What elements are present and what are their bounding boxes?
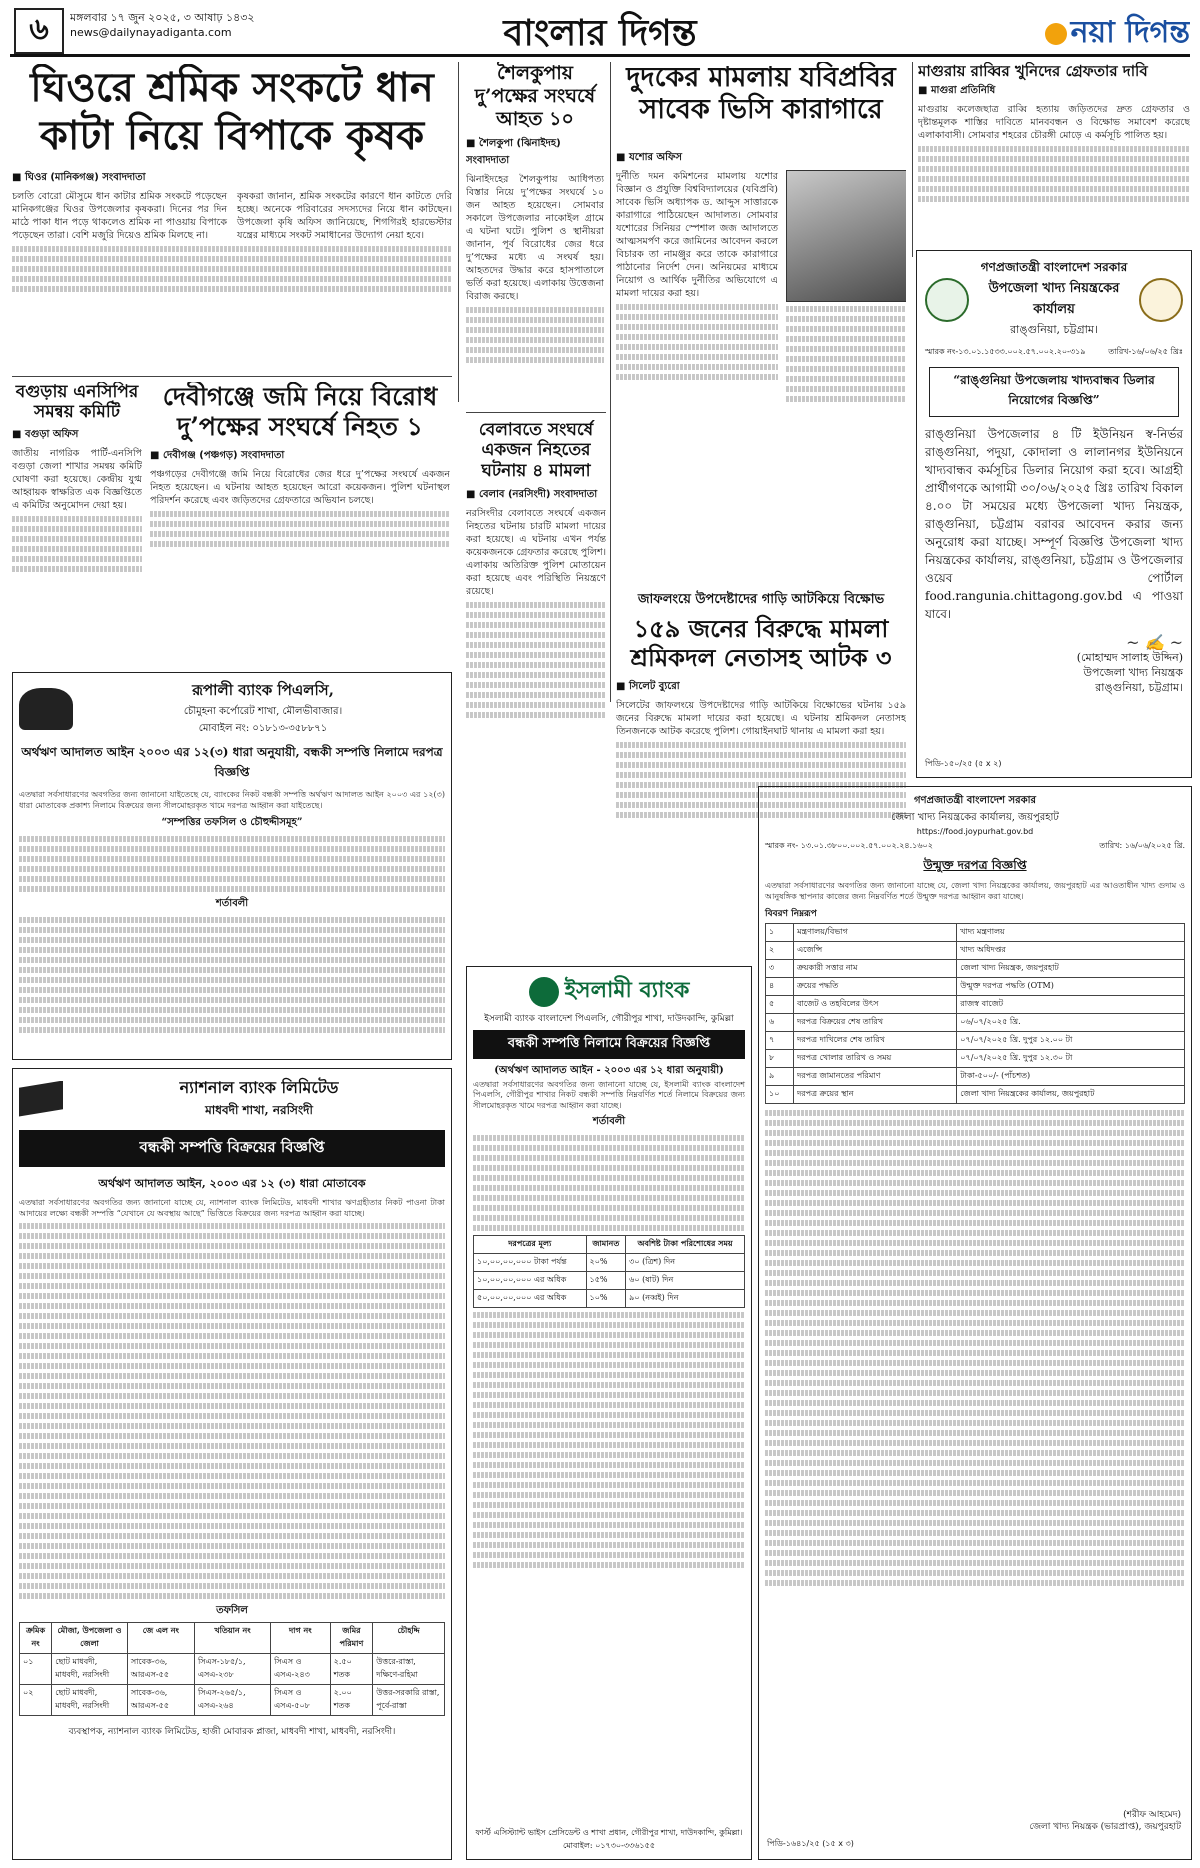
debiganj-byline: ■ দেবীগঞ্জ (পঞ্চগড়) সংবাদদাতা xyxy=(150,448,450,465)
table-header-cell: দরপত্রের মূল্য xyxy=(474,1236,587,1254)
table-row xyxy=(20,1685,445,1716)
table-header-cell: দাগ নং xyxy=(271,1623,331,1654)
table-cell: উন্মুক্ত দরপত্র পদ্ধতি (OTM) xyxy=(957,978,1185,996)
govt-emblem-icon xyxy=(925,278,969,322)
debiganj-headline: দেবীগঞ্জে জমি নিয়ে বিরোধ দু’পক্ষের সংঘর্ষে নিহত ১ xyxy=(162,382,438,441)
jp-title: উন্মুক্ত দরপত্র বিজ্ঞপ্তি xyxy=(923,858,1027,872)
table-cell: খাদ্য অধিদপ্তর xyxy=(957,942,1185,960)
column-divider xyxy=(912,62,913,257)
table-cell: ১৫% xyxy=(586,1272,626,1290)
table-cell: ৯ xyxy=(766,1068,794,1086)
shoilkupa-headline: শৈলকুপায় দু’পক্ষের সংঘর্ষে আহত ১০ xyxy=(474,62,596,130)
row-divider xyxy=(12,376,452,377)
rupali-bank-notice xyxy=(12,672,452,1060)
table-cell: এজেন্সি xyxy=(794,942,957,960)
table-header-cell: জে এল নং xyxy=(127,1623,194,1654)
belabo-headline: বেলাবতে সংঘর্ষে একজন নিহতের ঘটনায় ৪ মামলা xyxy=(478,420,594,481)
lead-story-headline-box xyxy=(12,64,452,164)
tree-logo-icon xyxy=(19,688,73,730)
table-header-cell: অবশিষ্ট টাকা পরিশোধের সময় xyxy=(626,1236,745,1254)
table-cell: ৫০,০০,০০,০০০ এর অধিক xyxy=(474,1290,587,1308)
bogura-byline: ■ বগুড়া অফিস xyxy=(12,427,142,444)
table-cell: দরপত্র দাখিলের শেষ তারিখ xyxy=(794,1032,957,1050)
table-cell: সাবেক-৩৬, আরএস-৫৫ xyxy=(127,1685,194,1716)
table-cell: ৩০ (ত্রিশ) দিন xyxy=(626,1254,745,1272)
table-row xyxy=(766,942,1185,960)
jp-office: জেলা খাদ্য নিয়ন্ত্রকের কার্যালয়, জয়পুরহাট xyxy=(891,812,1059,823)
islami-title: বন্ধকী সম্পত্তি নিলামে বিক্রয়ের বিজ্ঞপ্তি xyxy=(473,1030,745,1059)
table-header-cell: জামানত xyxy=(586,1236,626,1254)
table-row xyxy=(766,1014,1185,1032)
national-bank-notice xyxy=(12,1068,452,1860)
national-bank-name: ন্যাশনাল ব্যাংক লিমিটেড xyxy=(179,1078,339,1097)
row-divider xyxy=(466,412,606,413)
table-cell: ১০% xyxy=(586,1290,626,1308)
shromik-kicker: জাফলংয়ে উপদেষ্টাদের গাড়ি আটকিয়ে বিক্ষোভ xyxy=(637,592,885,607)
shromik-byline: ■ সিলেট ব্যুরো xyxy=(616,679,906,696)
lead-story-body xyxy=(12,170,452,370)
table-cell: ১ xyxy=(766,924,794,942)
table-row xyxy=(766,1050,1185,1068)
table-cell: ছোট মাধবদী, মাধবদী, নরসিংদী xyxy=(52,1654,128,1685)
national-schedule-table xyxy=(19,1622,445,1716)
table-cell: মন্ত্রণালয়/বিভাগ xyxy=(794,924,957,942)
national-footer: ব্যবস্থাপক, ন্যাশনাল ব্যাংক লিমিটেড, হাজী মোবারক প্লাজা, মাধবদী শাখা, মাধবদী, নরসিংদী। xyxy=(68,1727,396,1737)
islami-body: এতদ্বারা সর্বসাধারণের অবগতির জন্য জানানো যাচ্ছে যে, ইসলামী ব্যাংক বাংলাদেশ পিএলসি, গৌরীপুর শাখার নিকট বন্ধকী সম্পত্তি নিম্নবর্ণিত শর্তে নিলামে বিক্রয়ের জন্য সীলমোহরকৃত খামে দরপত্র আহ্বান করা যাচ্ছে। xyxy=(473,1079,745,1110)
dudok-byline: ■ যশোর অফিস xyxy=(616,150,906,167)
table-cell: ২.৫০ শতক xyxy=(330,1654,373,1685)
story-bogura xyxy=(12,382,142,662)
islami-bank-logo-icon xyxy=(529,977,559,1007)
table-header-cell: জমির পরিমাণ xyxy=(330,1623,373,1654)
table-cell: দরপত্র জামানতের পরিমাণ xyxy=(794,1068,957,1086)
table-row xyxy=(766,1068,1185,1086)
rupali-body: এতদ্বারা সর্বসাধারণের অবগতির জন্য জানানো যাইতেছে যে, ব্যাংকের নিকট বন্ধকী সম্পত্তি অর্থঋণ আদালত আইন ২০০৩ এর ১২(৩) ধারা মোতাবেক প্রকাশ্য নিলামে বিক্রয়ের জন্য সীলমোহরকৃত খামে দরপত্র আহ্বান করা যাইতেছে। xyxy=(19,790,445,810)
islami-footer: ফার্স্ট এসিস্ট্যান্ট ভাইস প্রেসিডেন্ট ও শাখা প্রধান, গৌরীপুর শাখা, দাউদকান্দি, কুমিল্লা। মোবাইল: ০১৭৩০-৩৩৬১৫৫ xyxy=(475,1828,743,1850)
lead-body-col1: চলতি বোরো মৌসুমে ধান কাটার শ্রমিক সংকটে পড়েছেন মানিকগঞ্জের ঘিওর উপজেলার কৃষকরা। দিনের পর দিন মাঠে পাকা ধান পড়ে থাকলেও শ্রমিক না পাওয়ায় বিপাকে পড়েছেন তারা। বেশি মজুরি দিয়েও শ্রমিক মিলছে না। xyxy=(12,191,227,241)
rupali-phone: মোবাইল নং: ০১৮১৩-৩৫৮৮৭১ xyxy=(198,723,328,734)
shoilkupa-body: ঝিনাইদহের শৈলকুপায় আধিপত্য বিস্তার নিয়ে দু’পক্ষের সংঘর্ষে ১০ জন আহত হয়েছেন। সোমবার সকালে উপজেলার নাকোইল গ্রামে এ ঘটনা ঘটে। পুলিশ ও স্থানীয়রা জানান, পূর্ব বিরোধের জের ধরে দু’পক্ষের মধ্যে এ সংঘর্ষ হয়। আহতদের উদ্ধার করে হাসপাতালে ভর্তি করা হয়েছে। এলাকায় উত্তেজনা বিরাজ করছে। xyxy=(466,174,604,303)
islami-sub: ইসলামী ব্যাংক বাংলাদেশ পিএলসি, গৌরীপুর শাখা, দাউদকান্দি, কুমিল্লা xyxy=(484,1013,734,1024)
newspaper-logo xyxy=(1030,8,1190,48)
table-cell: ০২ xyxy=(20,1685,52,1716)
table-cell: সাবেক-৩৬, আরএস-৫৫ xyxy=(127,1654,194,1685)
table-cell: ক্রয়ের পদ্ধতি xyxy=(794,978,957,996)
food-designation: উপজেলা খাদ্য নিয়ন্ত্রক xyxy=(1083,666,1183,679)
table-cell: দরপত্র ক্রয়ের স্থান xyxy=(794,1086,957,1104)
magura-body: মাগুরায় কলেজছাত্র রাব্বি হত্যায় জড়িতদের দ্রুত গ্রেফতার ও দৃষ্টান্তমূলক শাস্তির দাবিতে মানববন্ধন ও বিক্ষোভ সমাবেশ করেছে এলাকাবাসী। সোমবার শহরের চৌরঙ্গী মোড়ে এ কর্মসূচি পালিত হয়। xyxy=(918,104,1190,141)
story-shoilkupa xyxy=(466,62,604,412)
bogura-headline: বগুড়ায় এনসিপির সমন্বয় কমিটি xyxy=(15,382,139,423)
table-cell: ক্রয়কারী সত্তার নাম xyxy=(794,960,957,978)
lead-byline: ■ ঘিওর (মানিকগঞ্জ) সংবাদদাতা xyxy=(12,170,452,187)
page-meta xyxy=(70,10,330,40)
table-cell: সিএস-২৬৫/১, এসএ-২৬৪ xyxy=(194,1685,270,1716)
rupali-bank-name: রূপালী ব্যাংক পিএলসি, xyxy=(192,681,334,699)
debiganj-body: পঞ্চগড়ের দেবীগঞ্জে জমি নিয়ে বিরোধের জের ধরে দু’পক্ষের সংঘর্ষে একজন নিহত হয়েছেন। এ ঘটনায় আহত হয়েছেন আরো কয়েকজন। পুলিশ ঘটনাস্থল পরিদর্শন করেছে এবং জড়িতদের গ্রেফতারে অভিযান চলছে। xyxy=(150,469,450,506)
column-divider xyxy=(610,62,611,702)
table-row xyxy=(766,1032,1185,1050)
food-place: রাঙ্গুনিয়া, চট্টগ্রাম। xyxy=(1010,323,1098,336)
section-title: বাংলার দিগন্ত xyxy=(503,12,697,54)
issue-date: মঙ্গলবার ১৭ জুন ২০২৫, ৩ আষাঢ় ১৪৩২ xyxy=(70,11,255,24)
lead-headline: ঘিওরে শ্রমিক সংকটে ধান কাটা নিয়ে বিপাকে কৃষক xyxy=(30,64,434,159)
table-cell: ২.০০ শতক xyxy=(330,1685,373,1716)
table-cell: ২ xyxy=(766,942,794,960)
table-cell: ০১ xyxy=(20,1654,52,1685)
table-cell: ৬০ (ষাট) দিন xyxy=(626,1272,745,1290)
jp-date: তারিখ: ১৬/০৬/২০২৫ খ্রি. xyxy=(1099,841,1185,850)
table-cell: উত্তরে-রাস্তা, দক্ষিণে-রহিমা xyxy=(373,1654,445,1685)
islami-conditions-title: শর্তাবলী xyxy=(592,1116,626,1127)
story-dudok xyxy=(616,150,906,580)
food-signature-block: ~ ✍ ~ (মোহাম্মদ সালাহ উদ্দিন) উপজেলা খাদ্য নিয়ন্ত্রক রাঙ্গুনিয়া, চট্টগ্রাম। xyxy=(925,635,1183,695)
table-row xyxy=(766,924,1185,942)
bogura-body: জাতীয় নাগরিক পার্টি-এনসিপি বগুড়া জেলা শাখার সমন্বয় কমিটি ঘোষণা করা হয়েছে। কেন্দ্রীয় যুগ্ম আহ্বায়ক স্বাক্ষরিত এক বিজ্ঞপ্তিতে এ কমিটির অনুমোদন দেয়া হয়। xyxy=(12,447,142,511)
table-cell: উত্তর-সরকারি রাস্তা, পূর্বে-রাস্তা xyxy=(373,1685,445,1716)
table-cell: খাদ্য মন্ত্রণালয় xyxy=(957,924,1185,942)
table-cell: ৬ xyxy=(766,1014,794,1032)
food-sig-place: রাঙ্গুনিয়া, চট্টগ্রাম। xyxy=(1095,681,1183,694)
jp-website[interactable]: https://food.joypurhat.gov.bd xyxy=(916,827,1034,836)
national-table-title: তফসিল xyxy=(216,1605,248,1616)
story-belabo xyxy=(466,420,606,980)
food-pid: পিডি-১৫০/২৫ (৫ x ২) xyxy=(925,759,1002,768)
rupali-schedule-title: “সম্পত্তির তফসিল ও চৌহুদ্দীসমূহ” xyxy=(161,817,303,828)
belabo-body: নরসিংদীর বেলাবতে সংঘর্ষে একজন নিহতের ঘটনায় চারটি মামলা দায়ের করা হয়েছে। এ ঘটনায় এখন পর্যন্ত কয়েকজনকে গ্রেফতার করেছে পুলিশ। এলাকায় অতিরিক্ত পুলিশ মোতায়েন করা হয়েছে এবং পরিস্থিতি নিয়ন্ত্রণে রয়েছে। xyxy=(466,508,606,598)
jp-signatory: (শরীফ আহমেদ) xyxy=(1123,1810,1181,1820)
national-law: অর্থঋণ আদালত আইন, ২০০৩ এর ১২ (৩) ধারা মোতাবেক xyxy=(98,1177,366,1190)
table-cell: জেলা খাদ্য নিয়ন্ত্রকের কার্যালয়, জয়পুরহাট xyxy=(957,1086,1185,1104)
jp-govt: গণপ্রজাতন্ত্রী বাংলাদেশ সরকার xyxy=(914,795,1036,806)
national-title: বন্ধকী সম্পত্তি বিক্রয়ের বিজ্ঞপ্তি xyxy=(19,1130,445,1167)
table-cell: সিএস ও এসএ-৫০৮ xyxy=(271,1685,331,1716)
jp-memo: স্মারক নং- ১৩.০১.৩৮০০.০০২.৫৭.০০২.২৪.১৬০২ xyxy=(765,841,933,850)
sun-icon xyxy=(1045,23,1067,45)
column-divider xyxy=(458,62,459,402)
shromik-headline: ১৫৯ জনের বিরুদ্ধে মামলা শ্রমিকদল নেতাসহ আটক ৩ xyxy=(630,614,892,672)
food-office: উপজেলা খাদ্য নিয়ন্ত্রকের কার্যালয় xyxy=(988,281,1120,317)
magura-headline: মাগুরায় রাব্বির খুনিদের গ্রেফতার দাবি xyxy=(918,62,1148,80)
dudok-body: দুর্নীতি দমন কমিশনের মামলায় যশোর বিজ্ঞান ও প্রযুক্তি বিশ্ববিদ্যালয়ের (যবিপ্রবি) সাবেক ভিসি অধ্যাপক ড. আব্দুস সাত্তারকে কারাগারে পাঠিয়েছেন আদালত। সোমবার যশোরের সিনিয়র স্পেশাল জজ আদালতে আত্মসমর্পণ করে জামিনের আবেদন করলে বিচারক তা নামঞ্জুর করে তাকে কারাগারে পাঠানোর নির্দেশ দেন। অনিয়মের মাধ্যমে নিয়োগ ও আর্থিক দুর্নীতির অভিযোগে এ মামলা দায়ের করা হয়। xyxy=(616,171,778,299)
food-govt: গণপ্রজাতন্ত্রী বাংলাদেশ সরকার xyxy=(980,260,1128,274)
table-row xyxy=(766,1086,1185,1104)
food-signatory: (মোহাম্মদ সালাহ উদ্দিন) xyxy=(1076,651,1183,664)
jp-table-label: বিবরণ নিম্নরূপ xyxy=(765,909,817,919)
belabo-byline: ■ বেলাব (নরসিংদী) সংবাদদাতা xyxy=(466,487,606,504)
joypurhat-tender-notice xyxy=(758,786,1192,1860)
table-row xyxy=(474,1254,745,1272)
table-header-cell: মৌজা, উপজেলা ও জেলা xyxy=(52,1623,128,1654)
table-cell: ১০,০০,০০,০০০ টাকা পর্যন্ত xyxy=(474,1254,587,1272)
islami-bank-name: ইসলামী ব্যাংক xyxy=(564,977,690,1003)
table-cell: ৮ xyxy=(766,1050,794,1068)
table-row xyxy=(766,978,1185,996)
table-row xyxy=(474,1272,745,1290)
jp-pid: পিডি-১৬৪১/২৫ (১৫ x ৩) xyxy=(767,1839,854,1848)
jp-details-table xyxy=(765,923,1185,1104)
table-row xyxy=(766,960,1185,978)
table-cell: সিএস-১৮৫/১, এসএ-২৩৮ xyxy=(194,1654,270,1685)
dudok-headline: দুদকের মামলায় যবিপ্রবির সাবেক ভিসি কারাগারে xyxy=(626,62,896,126)
food-dept-logo-icon xyxy=(1139,278,1183,322)
table-cell: ৪ xyxy=(766,978,794,996)
table-cell: সিএস ও এসএ-২৪৩ xyxy=(271,1654,331,1685)
table-row xyxy=(474,1290,745,1308)
islami-deposit-table xyxy=(473,1235,745,1308)
contact-email[interactable]: news@dailynayadiganta.com xyxy=(70,26,232,39)
table-cell: রাজস্ব বাজেট xyxy=(957,996,1185,1014)
table-row xyxy=(20,1654,445,1685)
national-body: এতদ্বারা সর্বসাধারণের অবগতির জন্য জানানো যাচ্ছে যে, ন্যাশনাল ব্যাংক লিমিটেড, মাধবদী শাখার ঋণগ্রহীতার নিকট পাওনা টাকা আদায়ের লক্ষ্যে বন্ধকী সম্পত্তি “যেখানে যে অবস্থায় আছে” ভিত্তিতে বিক্রয়ের জন্য দরপত্র আহ্বান করা যাচ্ছে। xyxy=(19,1198,445,1218)
table-cell: ৯০ (নব্বই) দিন xyxy=(626,1290,745,1308)
logo-text: নয়া দিগন্ত xyxy=(1070,15,1190,48)
table-cell: ০৭/০৭/২০২৫ খ্রি. দুপুর ১২.৩০ টা xyxy=(957,1050,1185,1068)
table-header-cell: চৌহদ্দি xyxy=(373,1623,445,1654)
table-cell: ১০,০০,০০,০০০ এর অধিক xyxy=(474,1272,587,1290)
magura-byline: ■ মাগুরা প্রতিনিধি xyxy=(918,83,1190,100)
table-header-cell: খতিয়ান নং xyxy=(194,1623,270,1654)
food-ad-body: রাঙ্গুনিয়া উপজেলার ৪ টি ইউনিয়ন স্ব-নির্ভর রাঙ্গুনিয়া, পদুয়া, কোদালা ও লালানগর ইউনিয়নে খাদ্যবান্ধব কর্মসূচির ডিলার নিয়োগ করা হবে। আগ্রহী প্রার্থীগণকে আগামী ৩০/০৬/২০২৫ খ্রিঃ তারিখ বিকাল ৪.০০ টা সময়ের মধ্যে উপজেলা খাদ্য নিয়ন্ত্রক, রাঙ্গুনিয়া, চট্টগ্রাম বরাবর আবেদন করার জন্য অনুরোধ করা যাচ্ছে। সম্পূর্ণ বিজ্ঞপ্তি উপজেলা খাদ্য নিয়ন্ত্রকের কার্যালয়, রাঙ্গুনিয়া, চট্টগ্রাম ও উপজেলার ওয়েব পোর্টাল food.rangunia.chittagong.gov.bd এ পাওয়া যাবে। xyxy=(925,427,1183,621)
islami-bank-notice xyxy=(466,966,752,1860)
shromik-body: সিলেটের জাফলংয়ে উপদেষ্টাদের গাড়ি আটকিয়ে বিক্ষোভের ঘটনায় ১৫৯ জনের বিরুদ্ধে মামলা দায়ের করা হয়েছে। এ ঘটনায় শ্রমিকদল নেতাসহ তিনজনকে আটক করেছে পুলিশ। গোয়াইনঘাট থানায় এ মামলা করা হয়। xyxy=(616,699,906,737)
table-header-cell: ক্রমিক নং xyxy=(20,1623,52,1654)
former-vc-photo xyxy=(786,170,906,302)
table-cell: দরপত্র খোলার তারিখ ও সময় xyxy=(794,1050,957,1068)
story-magura xyxy=(918,62,1190,242)
lead-body-col2: কৃষকরা জানান, শ্রমিক সংকটের কারণে ধান কাটতে দেরি হচ্ছে। অনেকে পরিবারের সদস্যদের নিয়ে ধান কাটছেন। উপজেলা কৃষি অফিস জানিয়েছে, শিগগিরই হারভেস্টার যন্ত্রের মাধ্যমে সংকট সমাধানের উদ্যোগ নেয়া হবে। xyxy=(237,191,452,241)
table-cell: ৩ xyxy=(766,960,794,978)
national-bank-logo-icon xyxy=(19,1081,63,1117)
story-debiganj xyxy=(150,382,450,662)
food-ad-title: “রাঙ্গুনিয়া উপজেলায় খাদ্যবান্ধব ডিলার নিয়োগের বিজ্ঞপ্তি” xyxy=(929,367,1179,417)
jp-designation: জেলা খাদ্য নিয়ন্ত্রক (ভারপ্রাপ্ত), জয়পুরহাট xyxy=(1029,1822,1181,1832)
table-cell: ৭ xyxy=(766,1032,794,1050)
table-cell: টাকা-৫০০/- (পাঁচশত) xyxy=(957,1068,1185,1086)
islami-law: (অর্থঋণ আদালত আইন - ২০০৩ এর ১২ ধারা অনুযায়ী) xyxy=(494,1064,724,1076)
table-cell: দরপত্র বিক্রয়ের শেষ তারিখ xyxy=(794,1014,957,1032)
rupali-conditions-title: শর্তাবলী xyxy=(215,898,249,909)
jp-body: এতদ্বারা সর্বসাধারণের অবগতির জন্য জানানো যাচ্ছে যে, জেলা খাদ্য নিয়ন্ত্রকের কার্যালয়, জয়পুরহাট এর আওতাধীন খাদ্য গুদাম ও আনুষঙ্গিক স্থাপনার কাজের জন্য নিম্নবর্ণিত শর্তে উন্মুক্ত দরপত্র আহ্বান করা যাচ্ছে। xyxy=(765,881,1185,901)
food-date: তারিখ-১৬/০৬/২৫ খ্রিঃ xyxy=(1108,347,1183,356)
table-cell: ৫ xyxy=(766,996,794,1014)
table-cell: ০৬/০৭/২০২৫ খ্রি. xyxy=(957,1014,1185,1032)
shoilkupa-byline: ■ শৈলকুপা (ঝিনাইদহ) সংবাদদাতা xyxy=(466,136,604,170)
table-row xyxy=(766,996,1185,1014)
rupali-title: অর্থঋণ আদালত আইন ২০০৩ এর ১২(৩) ধারা অনুযায়ী, বন্ধকী সম্পত্তি নিলামে দরপত্র বিজ্ঞপ্তি xyxy=(21,745,443,779)
dudok-headline-box xyxy=(616,62,906,142)
table-cell: ০৭/০৭/২০২৫ খ্রি. দুপুর ১২.০০ টা xyxy=(957,1032,1185,1050)
table-cell: বাজেট ও তহবিলের উৎস xyxy=(794,996,957,1014)
rupali-branch: চৌমুহনা কর্পোরেট শাখা, মৌলভীবাজার। xyxy=(183,706,343,717)
table-cell: ২০% xyxy=(586,1254,626,1272)
table-cell: জেলা খাদ্য নিয়ন্ত্রক, জয়পুরহাট xyxy=(957,960,1185,978)
food-memo: স্মারক নং-১৩.০১.১৫৩৩.০০২.৫৭.০০২.২০-৩১৯ xyxy=(925,347,1086,356)
food-dealer-notice xyxy=(916,250,1192,778)
masthead-rule xyxy=(10,54,1190,57)
jp-signature-block xyxy=(1029,1809,1181,1833)
table-cell: ছোট মাধবদী, মাধবদী, নরসিংদী xyxy=(52,1685,128,1716)
table-cell: ১০ xyxy=(766,1086,794,1104)
page-number: ৬ xyxy=(14,8,64,54)
national-branch: মাধবদী শাখা, নরসিংদী xyxy=(205,1103,313,1117)
